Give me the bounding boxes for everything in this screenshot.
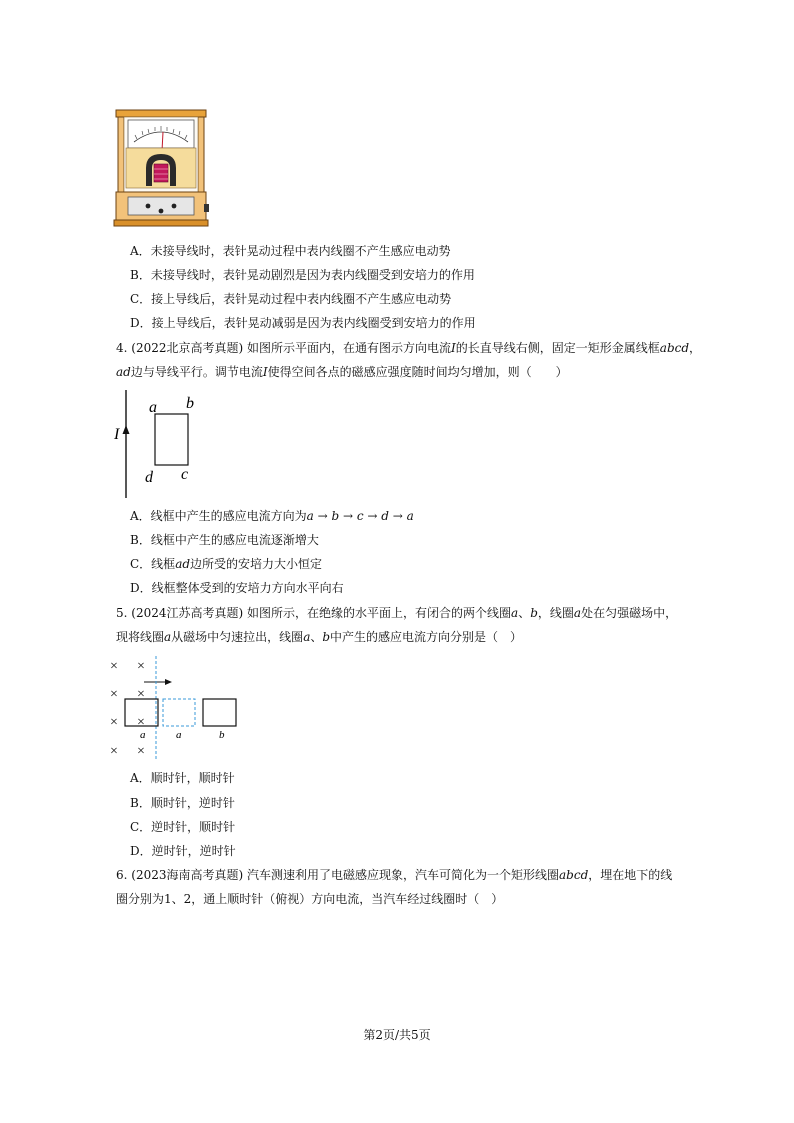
q6-source: (2023海南高考真题) — [131, 868, 244, 882]
label-coil-a: a — [140, 729, 146, 741]
q5-var-b: b — [530, 606, 538, 620]
rectangular-loop — [155, 414, 188, 465]
q4-option-b: B．线框中产生的感应电流逐渐增大 — [130, 533, 319, 547]
q5-stem-text: 如图所示，在绝缘的水平面上，有闭合的两个线圈 — [247, 606, 512, 620]
q3-option-b: B．未接导线时，表针晃动剧烈是因为表内线圈受到安培力的作用 — [130, 268, 475, 282]
q4-number: 4. — [116, 341, 128, 355]
q4-stem-text: 的长直导线右侧，固定一矩形金属线框 — [455, 341, 660, 355]
arrow-right-icon — [165, 679, 172, 685]
q6-stem-text: 汽车测速利用了电磁感应现象，汽车可简化为一个矩形线圈 — [247, 868, 560, 882]
label-coil-b: b — [219, 729, 225, 741]
label-coil-a-moved: a — [176, 729, 182, 741]
label-a: a — [149, 399, 157, 416]
q4-option-d: D．线框整体受到的安培力方向水平向右 — [130, 581, 344, 595]
galvanometer-figure — [112, 108, 212, 232]
q5-stem-text: 处在匀强磁场中， — [581, 606, 678, 620]
q4-stem-line2 — [116, 364, 568, 380]
q6-stem-line1 — [116, 867, 672, 883]
q3-option-c: C．接上导线后，表针晃动过程中表内线圈不产生感应电动势 — [130, 292, 452, 306]
cross-icon: × — [137, 687, 145, 702]
q6-var-abcd: abcd — [559, 868, 589, 882]
cross-icon: × — [110, 715, 118, 730]
q5-option-b: B．顺时针，逆时针 — [130, 796, 235, 810]
cross-icon: × — [137, 744, 145, 759]
q4-option-c-text: C．线框 — [130, 557, 176, 571]
q5-stem-line2 — [116, 629, 522, 645]
label-c: c — [181, 466, 189, 483]
q5-option-d: D．逆时针，逆时针 — [130, 844, 236, 858]
q3-option-a: A．未接导线时，表针晃动过程中表内线圈不产生感应电动势 — [130, 244, 451, 258]
q5-magnetic-field-figure — [106, 654, 246, 762]
q4-stem-text: 如图所示平面内，在通有图示方向电流 — [247, 341, 452, 355]
q5-var-a: a — [573, 606, 582, 620]
q5-option-c: C．逆时针，顺时针 — [130, 820, 236, 834]
q4-stem-line1 — [116, 340, 701, 356]
q5-number: 5. — [116, 606, 128, 620]
q5-option-a: A．顺时针，顺时针 — [130, 771, 235, 785]
q4-option-a — [130, 508, 414, 524]
cross-icon: × — [110, 659, 118, 674]
q4-source: (2022北京高考真题) — [131, 341, 244, 355]
q5-stem-text: ，线圈 — [537, 606, 574, 620]
q5-var-b: b — [322, 630, 331, 644]
q6-stem-text: ，埋在地下的线 — [588, 868, 673, 882]
label-d: d — [145, 469, 153, 486]
q5-stem-line1 — [116, 605, 677, 621]
q4-option-c-var: ad — [175, 557, 191, 571]
q5-sep: 、 — [518, 606, 531, 620]
q4-stem-text: 使得空间各点的磁感应强度随时间均匀增加，则（ ） — [267, 365, 568, 379]
q5-stem-text: 从磁场中匀速拉出，线圈 — [171, 630, 304, 644]
current-arrow-icon — [123, 425, 130, 434]
q5-var-a: a — [303, 630, 311, 644]
q4-option-c-text: 边所受的安培力大小恒定 — [190, 557, 323, 571]
q6-stem-line2: 圈分别为1、2，通上顺时针（俯视）方向电流，当汽车经过线圈时（ ） — [116, 892, 504, 906]
label-b: b — [186, 395, 194, 412]
cross-icon: × — [110, 744, 118, 759]
coil-a-moved — [163, 699, 195, 726]
q5-var-a: a — [511, 606, 519, 620]
q5-sep: 、 — [310, 630, 323, 644]
q4-var-i: I — [451, 341, 456, 355]
cross-icon: × — [137, 715, 145, 730]
coil-b — [203, 699, 236, 726]
q4-wire-loop-figure — [108, 388, 218, 500]
q4-var-i2: I — [262, 365, 268, 379]
q4-var-abcd: abcd — [659, 341, 690, 355]
q5-stem-text: 中产生的感应电流方向分别是（ ） — [330, 630, 523, 644]
q4-option-a-formula: a → b → c → d → a — [306, 509, 414, 523]
q4-var-ad: ad — [116, 365, 131, 379]
q5-var-a: a — [164, 630, 172, 644]
q4-option-a-text: A．线框中产生的感应电流方向为 — [130, 509, 307, 523]
cross-icon: × — [137, 659, 145, 674]
magnetic-field-crosses — [110, 659, 145, 759]
label-current-i: I — [114, 426, 120, 443]
q6-number: 6. — [116, 868, 128, 882]
q5-source: (2024江苏高考真题) — [131, 606, 244, 620]
page-footer: 第2页/共5页 — [363, 1028, 431, 1042]
q4-stem-text: 边与导线平行。调节电流 — [130, 365, 263, 379]
cross-icon: × — [110, 687, 118, 702]
q5-stem-text: 现将线圈 — [116, 630, 165, 644]
q3-option-d: D．接上导线后，表针晃动减弱是因为表内线圈受到安培力的作用 — [130, 316, 476, 330]
q4-option-c — [130, 556, 322, 572]
q4-stem-text: ， — [689, 341, 702, 355]
